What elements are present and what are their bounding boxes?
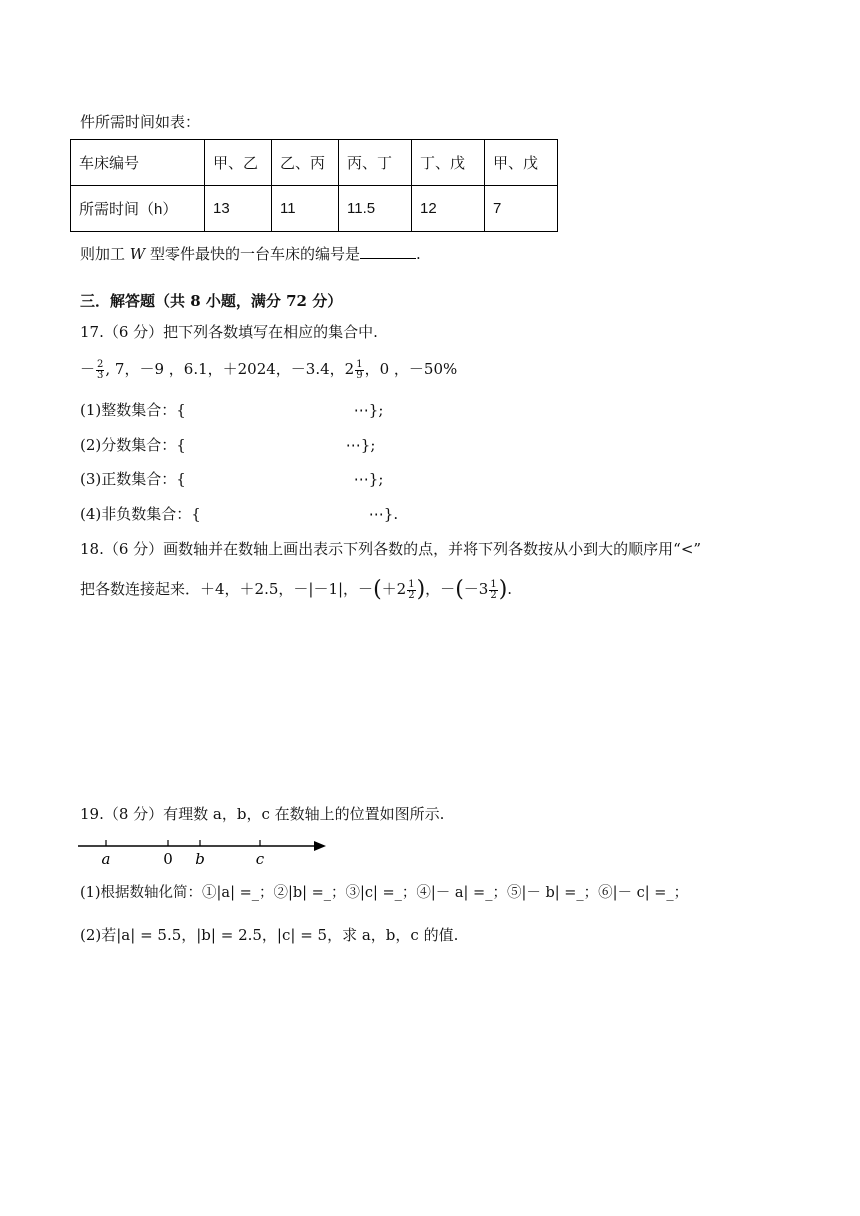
q16-var: W	[129, 245, 146, 263]
set-integer: (1)整数集合：{ ⋯};	[80, 401, 384, 419]
axis-label-0: 0	[163, 850, 173, 868]
q19-part2: (2)若|a| = 5.5，|b| = 2.5，|c| = 5，求 a，b，c 的值.	[80, 926, 459, 944]
fraction: $\frac{1}{2}$	[408, 578, 415, 601]
number-list-part: , 7，－9 ，6.1，＋2024，－3.4，2	[105, 360, 355, 378]
table-row	[71, 186, 558, 232]
fraction: $\frac{1}{2}$	[490, 578, 497, 601]
table-header-cell: 车床编号	[71, 140, 205, 186]
answer-blank[interactable]	[360, 242, 416, 259]
q18-line1: 18.（6 分）画数轴并在数轴上画出表示下列各数的点，并将下列各数按从小到大的顺序用“<”	[80, 540, 702, 558]
table-cell: 11.5	[339, 186, 412, 232]
set-positive: (3)正数集合：{ ⋯};	[80, 470, 384, 488]
table-cell: 13	[205, 186, 272, 232]
fraction: $\frac{1}{9}$	[356, 358, 363, 381]
table-cell: 乙、丙	[272, 140, 339, 186]
q18-line2: 把各数连接起来．＋4，＋2.5，－|－1|，－(＋2 $\frac{1}{2}$ )，－(－3 $\frac{1}{2}$ ).	[80, 577, 513, 602]
table-cell: 甲、乙	[205, 140, 272, 186]
axis-label-a: a	[101, 850, 111, 868]
q16-end: .	[416, 245, 421, 263]
intro-text: 件所需时间如表：	[80, 113, 201, 131]
q16-text-after: 型零件最快的一台车床的编号是	[150, 245, 361, 263]
q16-answer-line	[80, 242, 421, 264]
set-fraction: (2)分数集合：{ ⋯};	[80, 436, 376, 454]
lathe-time-table	[70, 139, 558, 232]
arrow-icon	[314, 841, 326, 851]
q17-number-list: － $\frac{2}{3}$ , 7，－9 ，6.1，＋2024，－3.4，2 $\frac{1}{9}$ ，0 ，－50%	[80, 358, 458, 381]
axis-label-b: b	[195, 850, 205, 868]
table-cell: 11	[272, 186, 339, 232]
table-cell: 丁、戊	[412, 140, 485, 186]
table-row	[71, 140, 558, 186]
fraction: $\frac{2}{3}$	[97, 358, 104, 381]
q16-text-before: 则加工	[80, 245, 126, 263]
q19-part1: (1)根据数轴化简：①|a| =_；②|b| =_；③|c| =_；④|－ a| =_；⑤|－ b| =_；⑥|－ c| =_；	[80, 885, 689, 901]
number-line-figure	[76, 832, 336, 872]
number-list-part: ，0 ，－50%	[364, 360, 458, 378]
axis-label-c: c	[255, 850, 265, 868]
set-nonnegative: (4)非负数集合：{ ⋯}.	[80, 505, 399, 523]
table-header-cell: 所需时间（h）	[71, 186, 205, 232]
table-cell: 甲、戊	[485, 140, 558, 186]
section-title: 三．解答题（共 8 小题，满分 72 分）	[80, 292, 343, 310]
q17-stem: 17.（6 分）把下列各数填写在相应的集合中.	[80, 323, 378, 341]
table-cell: 7	[485, 186, 558, 232]
q19-stem: 19.（8 分）有理数 a，b，c 在数轴上的位置如图所示.	[80, 805, 445, 823]
table-cell: 丙、丁	[339, 140, 412, 186]
table-cell: 12	[412, 186, 485, 232]
